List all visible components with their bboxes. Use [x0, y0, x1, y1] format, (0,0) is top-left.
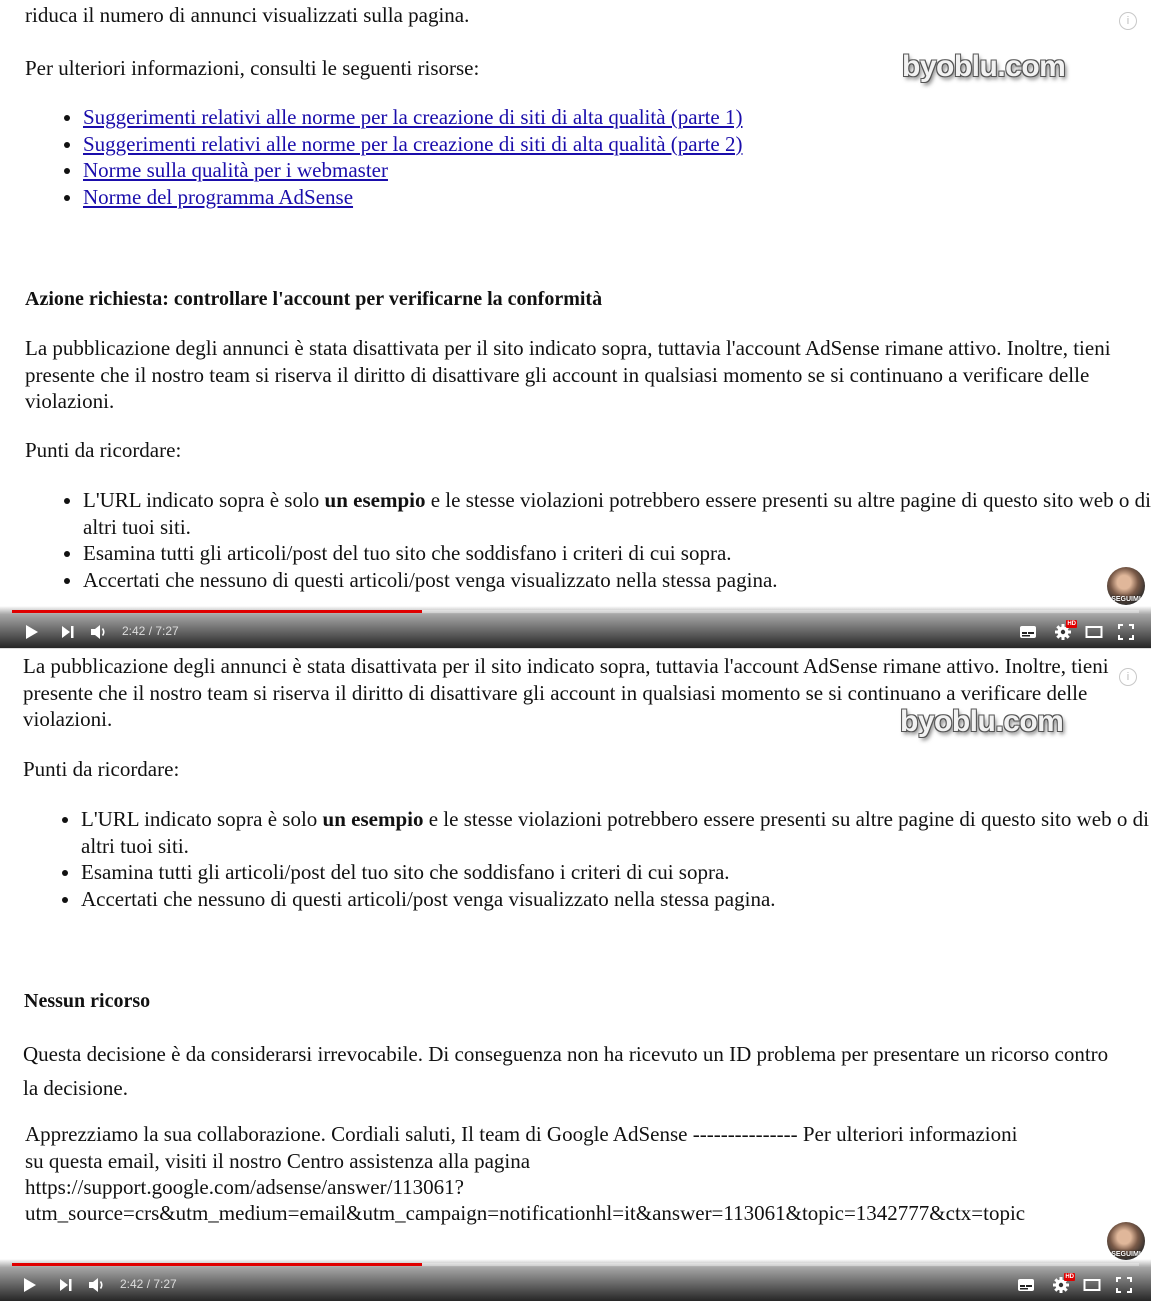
points-list [25, 487, 1151, 593]
play-icon[interactable] [23, 1276, 37, 1294]
points-title: Punti da ricordare: [25, 438, 182, 462]
list-item: • L'URL indicato sopra è solo un esempio e le stesse violazioni potrebbero essere presenti su altre pagine di questo sito web o di altri tuoi siti. [83, 487, 1151, 540]
video-frame-1 [0, 0, 1151, 648]
volume-icon[interactable] [90, 623, 108, 641]
link-webmaster-guidelines[interactable]: Norme sulla qualità per i webmaster [83, 158, 388, 182]
play-icon[interactable] [25, 623, 39, 641]
theater-mode-icon[interactable] [1085, 623, 1103, 641]
info-icon[interactable]: i [1119, 668, 1137, 686]
hd-badge: HD [1067, 621, 1076, 627]
fullscreen-icon[interactable] [1118, 623, 1134, 641]
link-quality-part1[interactable]: Suggerimenti relativi alle norme per la creazione di siti di alta qualità (parte 1) [83, 105, 743, 129]
closing-paragraph: Apprezziamo la sua collaborazione. Cordiali saluti, Il team di Google AdSense --------------- Per ulteriori informazioni su questa email, visiti il nostro Centro assistenza alla pagina [25, 1122, 1018, 1173]
player-controls [0, 606, 1151, 648]
subtitles-icon[interactable] [1017, 1276, 1035, 1294]
progress-bar[interactable] [12, 610, 1139, 613]
decision-paragraph: Questa decisione è da considerarsi irrevocabile. Di conseguenza non ha ricevuto un ID problema per presentare un ricorso contro la decisione. [23, 1042, 1109, 1100]
volume-icon[interactable] [88, 1276, 106, 1294]
settings-button[interactable] [1052, 1274, 1074, 1294]
list-item: • Esamina tutti gli articoli/post del tuo sito che soddisfano i criteri di cui sopra. [83, 540, 1151, 567]
next-icon[interactable] [61, 623, 75, 641]
section-heading: Nessun ricorso [24, 990, 151, 1012]
channel-avatar[interactable]: SEGUIMI [1107, 567, 1145, 605]
emphasis: un esempio [324, 488, 426, 512]
resources-list [25, 104, 743, 210]
progress-bar[interactable] [12, 1263, 1139, 1266]
fullscreen-icon[interactable] [1116, 1276, 1132, 1294]
list-item [83, 131, 743, 158]
points-list [23, 806, 1151, 912]
status-paragraph: La pubblicazione degli annunci è stata disattivata per il sito indicato sopra, tuttavia l'account AdSense rimane attivo. Inoltre, tieni presente che il nostro team si riserva il diritto di disattivare gli account in qualsiasi momento se si continuano a verificare delle violazioni. [25, 336, 1111, 413]
link-adsense-policies[interactable]: Norme del programma AdSense [83, 184, 354, 209]
hd-badge: HD [1065, 1274, 1074, 1280]
section-heading: Azione richiesta: controllare l'account per verificarne la conformità [25, 288, 603, 310]
progress-fill [12, 610, 422, 613]
list-item: • Accertati che nessuno di questi articoli/post venga visualizzato nella stessa pagina. [83, 567, 1151, 594]
player-controls [0, 1259, 1151, 1301]
help-url-line-1: https://support.google.com/adsense/answer/113061? [25, 1175, 464, 1199]
emphasis: un esempio [322, 807, 424, 831]
points-title: Punti da ricordare: [23, 757, 180, 781]
video-frame-2 [0, 648, 1151, 1301]
settings-button[interactable] [1054, 621, 1076, 641]
list-item [83, 157, 743, 184]
link-quality-part2[interactable]: Suggerimenti relativi alle norme per la creazione di siti di alta qualità (parte 2) [83, 131, 743, 156]
subtitles-icon[interactable] [1019, 623, 1037, 641]
resources-intro: Per ulteriori informazioni, consulti le seguenti risorse: [25, 56, 480, 80]
time-display: 2:42 / 7:27 [122, 624, 179, 638]
list-item [83, 184, 743, 211]
status-paragraph: La pubblicazione degli annunci è stata disattivata per il sito indicato sopra, tuttavia l'account AdSense rimane attivo. Inoltre, tieni presente che il nostro team si riserva il diritto di disattivare gli account in qualsiasi momento se si continuano a verificare delle violazioni. [23, 654, 1109, 731]
progress-fill [12, 1263, 422, 1266]
top-fragment: riduca il numero di annunci visualizzati sulla pagina. [25, 3, 470, 27]
list-item: • Esamina tutti gli articoli/post del tuo sito che soddisfano i criteri di cui sopra. [81, 859, 1151, 886]
list-item [83, 104, 743, 131]
list-item: • L'URL indicato sopra è solo un esempio e le stesse violazioni potrebbero essere presenti su altre pagine di questo sito web o di altri tuoi siti. [81, 806, 1151, 859]
info-icon[interactable]: i [1119, 12, 1137, 30]
time-display: 2:42 / 7:27 [120, 1277, 177, 1291]
channel-avatar[interactable]: SEGUIMI [1107, 1222, 1145, 1260]
help-url-line-2: utm_source=crs&utm_medium=email&utm_campaign=notificationhl=it&answer=113061&topic=1342777&ctx=topic [25, 1201, 1026, 1225]
theater-mode-icon[interactable] [1083, 1276, 1101, 1294]
next-icon[interactable] [59, 1276, 73, 1294]
watermark-logo: byoblu.com [902, 50, 1066, 83]
watermark-logo: byoblu.com [900, 705, 1064, 738]
list-item: • Accertati che nessuno di questi articoli/post venga visualizzato nella stessa pagina. [81, 886, 1151, 913]
